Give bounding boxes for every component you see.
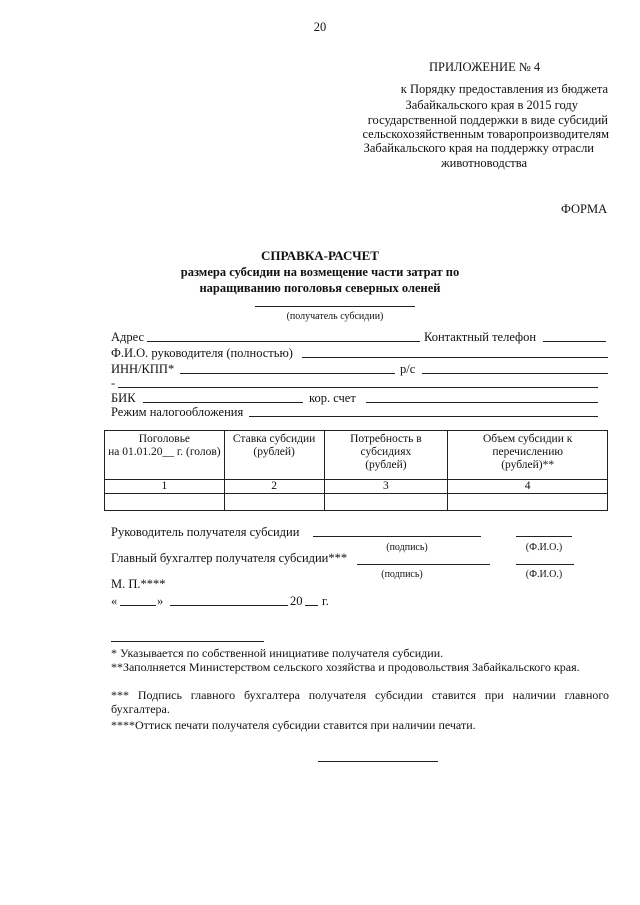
footnote: * Указывается по собственной инициативе получателя субсидии. — [111, 646, 444, 660]
tax-mode-label: Режим налогообложения — [111, 405, 244, 419]
table-header-cell: Поголовье на 01.01.20__ г. (голов) — [105, 431, 225, 480]
date-year-field[interactable] — [305, 594, 318, 606]
page-number: 20 — [313, 20, 327, 34]
address-label: Адрес — [111, 330, 145, 344]
stamp-label: М. П.**** — [111, 577, 166, 591]
contact-phone-field[interactable] — [543, 330, 606, 342]
accountant-name-field[interactable] — [516, 553, 574, 565]
table-cell: 4 — [448, 480, 608, 494]
date-year-prefix: 20 — [290, 594, 303, 608]
table-cell: 1 — [105, 480, 225, 494]
recipient-caption: (получатель субсидии) — [286, 311, 384, 322]
table-cell[interactable] — [224, 494, 324, 511]
footnote: ****Оттиск печати получателя субсидии ставится при наличии печати. — [111, 718, 476, 732]
table-number-row — [105, 480, 608, 494]
appendix-line: Забайкальского края в 2015 году — [405, 98, 578, 112]
account-field[interactable] — [422, 362, 608, 374]
corr-account-field[interactable] — [366, 391, 598, 403]
director-name-field[interactable] — [516, 525, 572, 537]
document-subtitle: наращиванию поголовья северных оленей — [199, 281, 441, 295]
footnote: *** Подпись главного бухгалтера получателя субсидии ставится при наличии главного бухгалтера. — [111, 688, 609, 716]
appendix-line: к Порядку предоставления из бюджета — [400, 82, 608, 96]
table-header-cell: Потребность в субсидиях (рублей) — [324, 431, 448, 480]
bik-field[interactable] — [143, 391, 303, 403]
tax-mode-field[interactable] — [249, 405, 598, 417]
table-cell[interactable] — [324, 494, 448, 511]
appendix-line: сельскохозяйственным товаропроизводителям — [362, 127, 609, 141]
form-label: ФОРМА — [561, 202, 608, 216]
corr-account-label: кор. счет — [309, 391, 356, 405]
name-caption: (Ф.И.О.) — [525, 569, 563, 580]
table-cell: 2 — [224, 480, 324, 494]
table-cell[interactable] — [105, 494, 225, 511]
appendix-title: ПРИЛОЖЕНИЕ № 4 — [429, 60, 541, 74]
document-title: СПРАВКА-РАСЧЕТ — [261, 248, 379, 263]
footnote: **Заполняется Министерством сельского хозяйства и продовольствия Забайкальского края. — [111, 660, 580, 674]
director-label: Ф.И.О. руководителя (полностью) — [111, 346, 293, 360]
continuation-field[interactable] — [118, 376, 598, 388]
appendix-line: Забайкальского края на поддержку отрасли — [363, 141, 594, 155]
appendix-line: животноводства — [441, 156, 527, 170]
table-cell: 3 — [324, 480, 448, 494]
date-month-field[interactable] — [170, 594, 288, 606]
appendix-line: государственной поддержки в виде субсидий — [367, 113, 608, 127]
accountant-signature-label: Главный бухгалтер получателя субсидии*** — [111, 551, 348, 565]
dash-label: - — [111, 376, 116, 390]
date-day-field[interactable] — [120, 594, 156, 606]
recipient-line — [255, 306, 415, 307]
contact-phone-label: Контактный телефон — [424, 330, 537, 344]
table-header-row — [105, 431, 608, 480]
director-signature-label: Руководитель получателя субсидии — [111, 525, 300, 539]
inn-kpp-label: ИНН/КПП* — [111, 362, 175, 376]
date-close-quote: » — [157, 594, 164, 608]
account-label: р/с — [400, 362, 416, 376]
accountant-signature-field[interactable] — [357, 553, 490, 565]
date-open-quote: « — [111, 594, 118, 608]
footnote-separator — [111, 641, 264, 642]
address-field[interactable] — [147, 330, 420, 342]
signature-caption: (подпись) — [386, 542, 428, 553]
name-caption: (Ф.И.О.) — [525, 542, 563, 553]
director-field[interactable] — [302, 346, 608, 358]
table-header-cell: Ставка субсидии (рублей) — [224, 431, 324, 480]
director-signature-field[interactable] — [313, 525, 481, 537]
date-year-suffix: г. — [322, 594, 329, 608]
inn-kpp-field[interactable] — [180, 362, 395, 374]
signature-caption: (подпись) — [381, 569, 423, 580]
table-cell[interactable] — [448, 494, 608, 511]
document-subtitle: размера субсидии на возмещение части затрат по — [180, 265, 460, 279]
bik-label: БИК — [111, 391, 136, 405]
table-header-cell: Объем субсидии к перечислению (рублей)** — [448, 431, 608, 480]
table-row — [105, 494, 608, 511]
subsidy-table — [104, 430, 608, 511]
closing-line — [318, 761, 438, 762]
